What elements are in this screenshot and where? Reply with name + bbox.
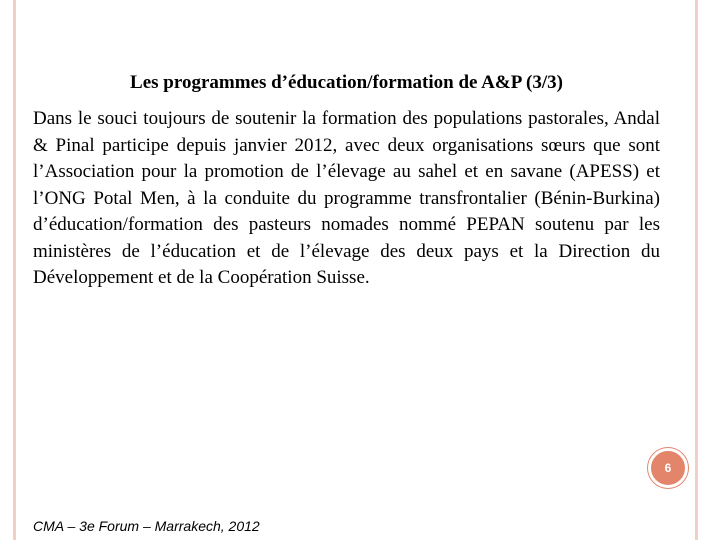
page-number-badge: [648, 448, 688, 488]
right-frame-line: [695, 0, 698, 540]
page-number: 6: [664, 461, 672, 475]
slide-title: Les programmes d’éducation/formation de A&P (3/3): [130, 72, 563, 93]
slide-body-text: Dans le souci toujours de soutenir la formation des populations pastorales, Andal & Pinal participe depuis janvier 2012, avec deux organisations sœurs que sont l’Association pour la promotion de l’élevage au sahel et en savane (APESS) et l’ONG Potal Men, à la conduite du programme transfrontalier (Bénin-Burkina) d’éducation/formation des pasteurs nomades nommé PEPAN soutenu par les ministères de l’éducation et de l’élevage des deux pays et la Direction du Développement et de la Coopération Suisse.: [33, 108, 660, 288]
left-frame-line: [13, 0, 16, 540]
slide-footer: CMA – 3e Forum – Marrakech, 2012: [33, 518, 260, 534]
